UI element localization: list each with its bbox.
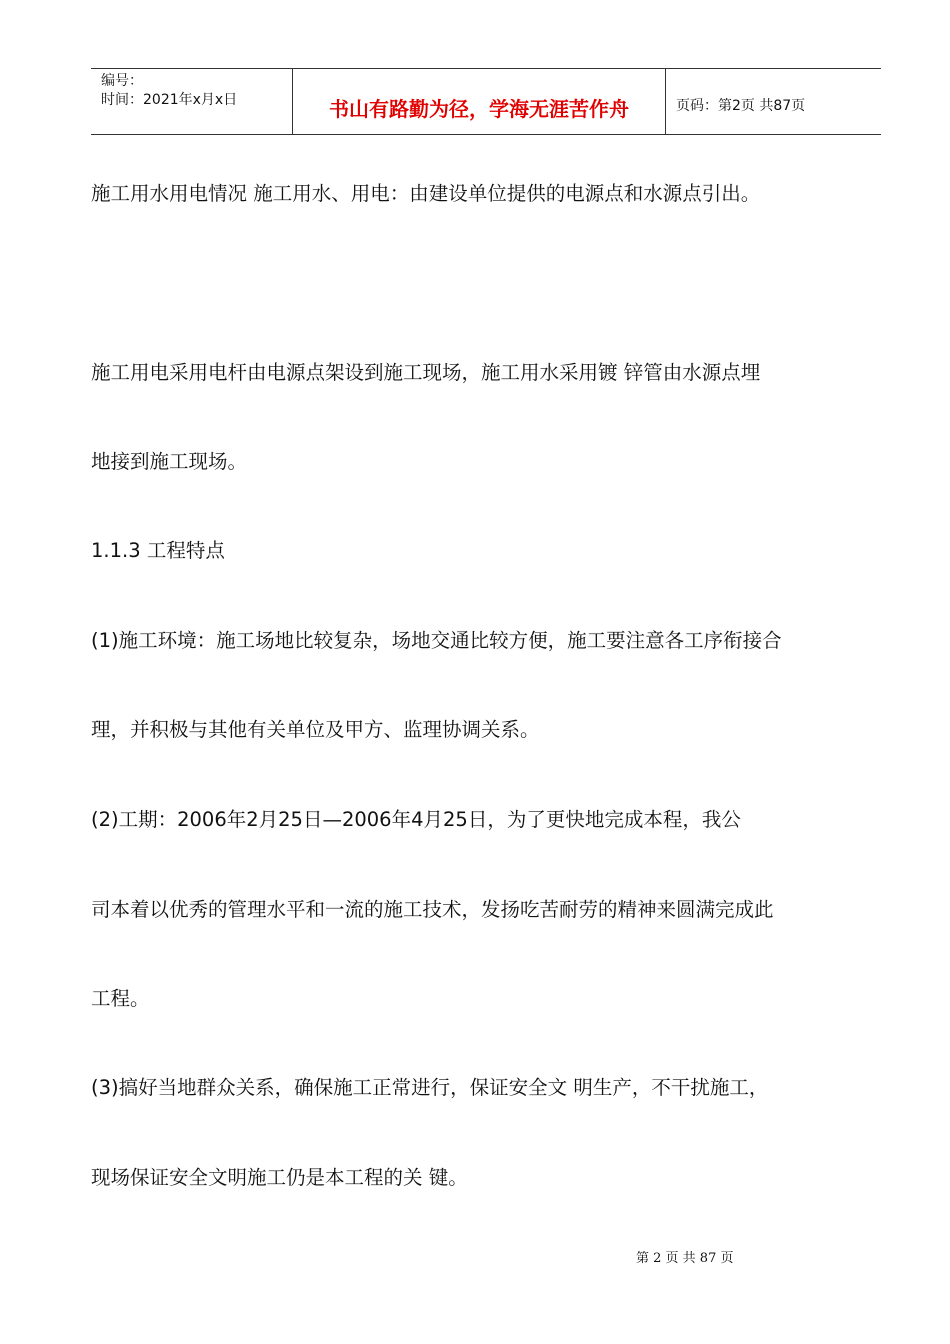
body-line-1: 施工用水用电情况 施工用水、用电：由建设单位提供的电源点和水源点引出。 — [91, 182, 761, 205]
header-meta-cell — [91, 69, 293, 134]
header-page-cell — [666, 69, 881, 134]
section-heading: 1.1.3 工程特点 — [91, 539, 225, 562]
body-line-2: 施工用电采用电杆由电源点架设到施工现场，施工用水采用镀 锌管由水源点埋 — [91, 361, 761, 384]
body-line-9: 工程。 — [91, 987, 150, 1010]
page-footer: 第 2 页 共 87 页 — [636, 1251, 734, 1266]
body-line-3: 地接到施工现场。 — [91, 450, 248, 473]
document-header — [91, 68, 881, 135]
body-line-7: (2)工期：2006年2月25日—2006年4月25日，为了更快地完成本程，我公 — [91, 808, 741, 831]
body-line-6: 理，并积极与其他有关单位及甲方、监理协调关系。 — [91, 718, 540, 741]
time-label: 时间：2021年x月x日 — [101, 92, 238, 108]
body-line-10: (3)搞好当地群众关系，确保施工正常进行，保证安全文 明生产，不干扰施工， — [91, 1076, 769, 1099]
body-line-11: 现场保证安全文明施工仍是本工程的关 键。 — [91, 1166, 468, 1189]
body-line-5: (1)施工环境：施工场地比较复杂，场地交通比较方便，施工要注意各工序衔接合 — [91, 629, 782, 652]
motto-text: 书山有路勤为径，学海无涯苦作舟 — [329, 97, 629, 121]
page-info: 页码：第2页 共87页 — [676, 98, 806, 114]
number-label: 编号： — [101, 73, 143, 89]
header-motto-cell — [293, 69, 666, 134]
body-line-8: 司本着以优秀的管理水平和一流的施工技术，发扬吃苦耐劳的精神来圆满完成此 — [91, 898, 774, 921]
